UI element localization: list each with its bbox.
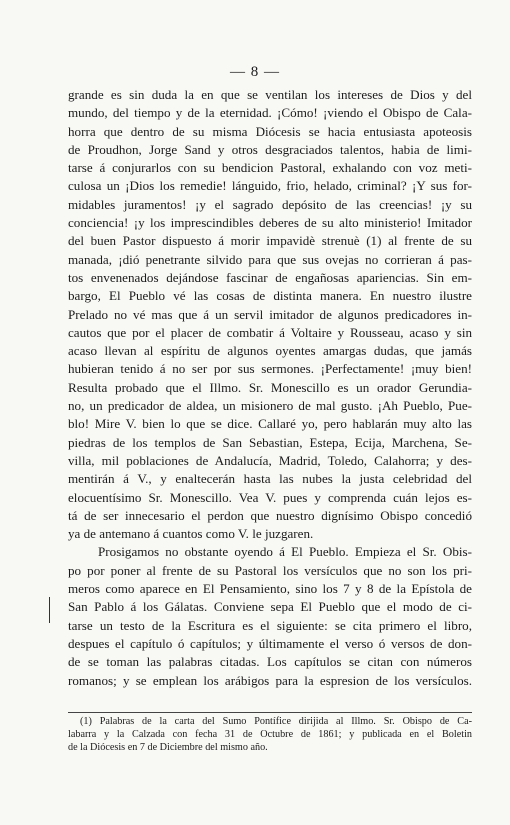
text-line: elocuentísimo Sr. Monescillo. Vea V. pues y comprenda cuán lejos es- xyxy=(68,489,472,505)
text-line: despues el capítulo ó capítulos; y últimamente el verso ó versos de don- xyxy=(68,635,472,651)
text-line: po por poner al frente de su Pastoral los versículos que no son los pri- xyxy=(68,562,472,578)
text-line: tá de ser innecesario el perdon que nuestro dignísimo Obispo concedió xyxy=(68,507,472,523)
text-line: grande es sin duda la en que se ventilan los intereses de Dios y del xyxy=(68,87,472,102)
text-line: cautos que por el placer de combatir á Voltaire y Rousseau, acaso y sin xyxy=(68,324,472,340)
text-line: Prelado no vé mas que á un servil imitador de algunos predicadores in- xyxy=(68,306,472,322)
footnote xyxy=(68,716,472,754)
text-line: San Pablo á los Gálatas. Conviene sepa El Pueblo que el modo de ci- xyxy=(68,599,472,615)
text-line: mundo, del tiempo y de la eternidad. ¡Cómo! ¡viendo el Obispo de Cala- xyxy=(68,105,472,121)
text-line: de se toman las palabras citadas. Los capítulos se citan con números xyxy=(68,654,472,670)
text-line: tarse un testo de la Escritura es el siguiente: se cita primero el libro, xyxy=(68,617,472,633)
body-text xyxy=(68,86,472,690)
text-line: ya de antemano á cuantos como V. le juzgaren. xyxy=(68,526,314,542)
text-line: manada, ¡dió penetrante silvido para que sus ovejas no corrieran á pas- xyxy=(68,251,472,267)
text-line: no, un predicador de aldea, un misionero de mal gusto. ¡Ah Pueblo, Pue- xyxy=(68,398,472,414)
footnote-divider xyxy=(68,712,472,713)
text-line: Resulta probado que el Illmo. Sr. Monescillo es un orador Gerundia- xyxy=(68,379,472,395)
text-line: mentirán á V., y enaltecerán hasta las nubes la justa celebridad del xyxy=(68,471,472,487)
text-line: bargo, El Pueblo vé las cosas de distinta manera. En nuestro ilustre xyxy=(68,288,472,304)
text-line: hubieran tenido á no ser por sus sermones. ¡Perfectamente! ¡muy bien! xyxy=(68,361,472,377)
text-line: acaso llevan al espíritu de algunos oyentes amargas dudas, que jamás xyxy=(68,343,472,359)
text-line: tarse á conjurarlos con su bendicion Pastoral, exhalando con voz meti- xyxy=(68,160,472,176)
text-line: romanos; y se emplean los arábigos para la espresion de los versículos. xyxy=(68,672,472,688)
text-line: meros como aparece en El Pensamiento, sino los 7 y 8 de la Epístola de xyxy=(68,581,472,597)
margin-mark xyxy=(49,597,50,623)
text-line: tos envenenados dejándose fascinar de engañosas apariencias. Sin em- xyxy=(68,269,472,285)
text-line: midables juramentos! ¡y el sagrado depósito de las creencias! ¡y su xyxy=(68,196,472,212)
text-line: villa, mil poblaciones de Andalucía, Madrid, Toledo, Calahorra; y des- xyxy=(68,452,472,468)
text-line: culosa un ¡Dios los remedie! lánguido, frio, helado, criminal? ¡Y sus for- xyxy=(68,178,472,194)
text-line: del buen Pastor dispuesto á morir impavidè strenuè (1) al frente de su xyxy=(68,233,472,249)
text-line: piedras de los templos de San Sebastian, Estepa, Ecija, Marchena, Se- xyxy=(68,434,472,450)
text-line: de Proudhon, Jorge Sand y otros desgraciados talentos, habia de limi- xyxy=(68,141,472,157)
text-line: Prosigamos no obstante oyendo á El Pueblo. Empieza el Sr. Obis- xyxy=(98,544,472,560)
text-line: blo! Mire V. bien lo que se dice. Callaré yo, pero hablarán muy alto las xyxy=(68,416,472,432)
footnote-line: labarra y la Calzada con fecha 31 de Octubre de 1861; y publicada en el Boletin xyxy=(68,728,472,740)
footnote-line: (1) Palabras de la carta del Sumo Pontífice dirijida al Illmo. Sr. Obispo de Ca- xyxy=(80,716,472,727)
text-line: horra que dentro de su misma Diócesis se hacia entusiasta apoteosis xyxy=(68,123,472,139)
page-number: — 8 — xyxy=(230,64,280,80)
text-line: conciencia! ¡y los imprescindibles deberes de su alto ministerio! Imitador xyxy=(68,215,472,231)
footnote-line: de la Diócesis en 7 de Diciembre del mismo año. xyxy=(68,741,268,753)
